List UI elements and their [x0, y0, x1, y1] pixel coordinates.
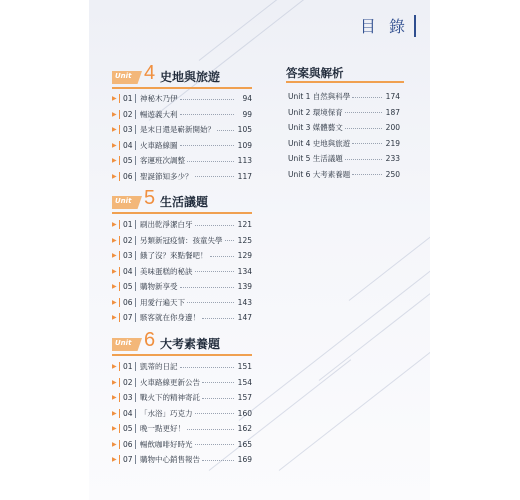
leader-dots: [352, 142, 382, 144]
entry-number: 04: [123, 140, 133, 150]
toc-entry[interactable]: [112, 375, 252, 391]
toc-entry[interactable]: [112, 421, 252, 437]
entry-title: 美味蛋糕的秘訣: [140, 266, 193, 276]
leader-dots: [345, 127, 382, 129]
toc-entry[interactable]: [112, 264, 252, 280]
entry-page: 154: [237, 377, 252, 387]
title-bar: [414, 15, 416, 37]
arrow-icon: ▶: [112, 141, 117, 149]
toc-entry[interactable]: [112, 91, 252, 107]
entry-title: 另類新冠疫情：孩童失學: [140, 235, 223, 245]
entry-title: 刷出乾淨潔白牙: [140, 220, 193, 230]
leader-dots: [217, 129, 234, 131]
arrow-icon: ▶: [112, 440, 117, 448]
unit-label: Unit: [115, 197, 132, 205]
entry-bar: [119, 313, 120, 322]
entry-separator: [135, 94, 136, 103]
arrow-icon: ▶: [112, 267, 117, 275]
arrow-icon: ▶: [112, 394, 117, 402]
toc-entry[interactable]: [112, 153, 252, 169]
toc-entry[interactable]: [112, 437, 252, 453]
unit-number: 5: [144, 187, 156, 209]
unit-label: Unit: [115, 339, 132, 347]
entry-page: 129: [237, 251, 252, 261]
entry-separator: [135, 125, 136, 134]
entry-separator: [135, 251, 136, 260]
unit-title: 大考素養題: [160, 337, 221, 351]
entry-number: 04: [123, 408, 133, 418]
entry-bar: [119, 156, 120, 165]
leader-dots: [352, 173, 382, 175]
entry-title: 是末日還是嶄新開始？: [140, 125, 215, 135]
toc-title: 目 錄: [359, 17, 409, 36]
toc-entry[interactable]: [112, 122, 252, 138]
toc-entry[interactable]: [112, 359, 252, 375]
unit-6-list: [112, 359, 252, 468]
toc-page: [89, 0, 430, 500]
entry-page: 109: [237, 140, 252, 150]
toc-entry[interactable]: [112, 310, 252, 326]
arrow-icon: ▶: [112, 126, 117, 134]
decor-stripe: [199, 0, 341, 61]
entry-title: 火車路線圖: [140, 140, 178, 150]
entry-title: 客運班次調整: [140, 156, 185, 166]
arrow-icon: ▶: [112, 283, 117, 291]
toc-entry[interactable]: [112, 390, 252, 406]
entry-number: 02: [123, 109, 133, 119]
entry-page: 143: [237, 297, 252, 307]
entry-page: 125: [237, 235, 252, 245]
entry-title: 駭客就在你身邊！: [140, 313, 200, 323]
entry-page: 94: [242, 94, 252, 104]
leader-dots: [195, 270, 235, 272]
entry-bar: [119, 455, 120, 464]
entry-separator: [135, 141, 136, 150]
answer-page: 174: [385, 92, 400, 102]
unit-label: Unit: [115, 72, 132, 80]
arrow-icon: ▶: [112, 95, 117, 103]
entry-number: 06: [123, 171, 133, 181]
entry-page: 99: [242, 109, 252, 119]
entry-number: 06: [123, 439, 133, 449]
toc-entry[interactable]: [112, 248, 252, 264]
answer-page: 187: [385, 107, 400, 117]
leader-dots: [202, 397, 234, 399]
answer-label: Unit 3 媒體藝文: [288, 123, 343, 133]
entry-page: 139: [237, 282, 252, 292]
toc-heading: [360, 14, 416, 37]
arrow-icon: ▶: [112, 110, 117, 118]
entry-title: 餓了沒？來點餐吧！: [140, 251, 208, 261]
arrow-icon: ▶: [112, 236, 117, 244]
unit-title: 生活議題: [160, 195, 209, 209]
leader-dots: [202, 381, 234, 383]
answer-entry[interactable]: [288, 89, 400, 105]
entry-separator: [135, 172, 136, 181]
entry-number: 07: [123, 313, 133, 323]
entry-number: 04: [123, 266, 133, 276]
answers-heading: [286, 62, 404, 84]
entry-page: 147: [237, 313, 252, 323]
arrow-icon: ▶: [112, 425, 117, 433]
answer-label: Unit 1 自然與科學: [288, 92, 351, 102]
entry-separator: [135, 236, 136, 245]
leader-dots: [225, 239, 235, 241]
leader-dots: [195, 175, 235, 177]
toc-entry[interactable]: [112, 233, 252, 249]
entry-number: 02: [123, 235, 133, 245]
entry-title: 暢飲咖啡好時光: [140, 439, 193, 449]
unit-underline: [112, 212, 252, 214]
toc-entry[interactable]: [112, 452, 252, 468]
arrow-icon: ▶: [112, 378, 117, 386]
leader-dots: [345, 158, 382, 160]
leader-dots: [180, 113, 235, 115]
unit-5-list: [112, 217, 252, 326]
entry-number: 01: [123, 362, 133, 372]
leader-dots: [345, 111, 382, 113]
entry-bar: [119, 424, 120, 433]
answer-label: Unit 6 大考素養題: [288, 169, 351, 179]
entry-bar: [119, 110, 120, 119]
entry-page: 105: [237, 125, 252, 135]
toc-entry[interactable]: [112, 295, 252, 311]
entry-separator: [135, 282, 136, 291]
answers-title: 答案與解析: [286, 66, 344, 80]
entry-separator: [135, 409, 136, 418]
unit-5-heading: [112, 187, 252, 213]
entry-bar: [119, 298, 120, 307]
entry-bar: [119, 220, 120, 229]
entry-title: 暢遊義大利: [140, 109, 178, 119]
entry-title: 購物中心銷售報告: [140, 455, 200, 465]
entry-bar: [119, 251, 120, 260]
toc-entry[interactable]: [112, 217, 252, 233]
unit-number: 4: [144, 62, 156, 84]
answer-entry[interactable]: [288, 136, 400, 152]
arrow-icon: ▶: [112, 456, 117, 464]
answer-entry[interactable]: [288, 105, 400, 121]
answer-page: 250: [385, 169, 400, 179]
arrow-icon: ▶: [112, 298, 117, 306]
decor-stripe: [349, 202, 430, 301]
arrow-icon: ▶: [112, 363, 117, 371]
entry-bar: [119, 141, 120, 150]
answer-entry[interactable]: [288, 167, 400, 183]
entry-page: 157: [237, 393, 252, 403]
unit-title: 史地與旅遊: [160, 70, 221, 84]
entry-bar: [119, 94, 120, 103]
entry-title: 「水浴」巧克力: [140, 408, 193, 418]
leader-dots: [187, 301, 234, 303]
unit-underline: [112, 354, 252, 356]
entry-separator: [135, 378, 136, 387]
unit-6-heading: [112, 329, 252, 355]
entry-separator: [135, 156, 136, 165]
entry-bar: [119, 378, 120, 387]
unit-4-heading: [112, 62, 252, 88]
leader-dots: [202, 459, 234, 461]
leader-dots: [180, 286, 235, 288]
answers-list: [288, 89, 400, 182]
entry-number: 03: [123, 393, 133, 403]
entry-number: 05: [123, 282, 133, 292]
entry-title: 晚一點更好！: [140, 424, 185, 434]
entry-number: 05: [123, 424, 133, 434]
answer-label: Unit 4 史地與旅遊: [288, 138, 351, 148]
answer-entry[interactable]: [288, 151, 400, 167]
leader-dots: [195, 443, 235, 445]
entry-title: 購物新享受: [140, 282, 178, 292]
answer-entry[interactable]: [288, 120, 400, 136]
leader-dots: [180, 366, 235, 368]
entry-page: 134: [237, 266, 252, 276]
decor-stripe: [239, 260, 430, 421]
toc-entry[interactable]: [112, 169, 252, 185]
entry-separator: [135, 298, 136, 307]
entry-bar: [119, 282, 120, 291]
leader-dots: [180, 144, 235, 146]
entry-separator: [135, 455, 136, 464]
toc-entry[interactable]: [112, 406, 252, 422]
entry-title: 火車路線更新公告: [140, 377, 200, 387]
answer-page: 219: [385, 138, 400, 148]
toc-entry[interactable]: [112, 279, 252, 295]
toc-entry[interactable]: [112, 107, 252, 123]
arrow-icon: ▶: [112, 157, 117, 165]
leader-dots: [180, 98, 235, 100]
unit-4-list: [112, 91, 252, 184]
entry-page: 117: [237, 171, 252, 181]
leader-dots: [195, 224, 235, 226]
entry-number: 07: [123, 455, 133, 465]
entry-separator: [135, 424, 136, 433]
entry-number: 02: [123, 377, 133, 387]
toc-entry[interactable]: [112, 138, 252, 154]
entry-title: 聖誕節知多少？: [140, 171, 193, 181]
arrow-icon: ▶: [112, 252, 117, 260]
entry-number: 01: [123, 94, 133, 104]
answers-underline: [286, 81, 404, 83]
entry-page: 165: [237, 439, 252, 449]
entry-title: 戰火下的精神寄託: [140, 393, 200, 403]
entry-bar: [119, 362, 120, 371]
entry-title: 神秘木乃伊: [140, 94, 178, 104]
arrow-icon: ▶: [112, 409, 117, 417]
answer-page: 233: [385, 154, 400, 164]
entry-title: 用愛行遍天下: [140, 297, 185, 307]
entry-bar: [119, 125, 120, 134]
arrow-icon: ▶: [112, 221, 117, 229]
entry-page: 160: [237, 408, 252, 418]
leader-dots: [187, 428, 234, 430]
entry-page: 113: [237, 156, 252, 166]
arrow-icon: ▶: [112, 314, 117, 322]
entry-number: 05: [123, 156, 133, 166]
answer-label: Unit 5 生活議題: [288, 154, 343, 164]
entry-page: 121: [237, 220, 252, 230]
answer-page: 200: [385, 123, 400, 133]
entry-bar: [119, 409, 120, 418]
entry-bar: [119, 236, 120, 245]
entry-separator: [135, 110, 136, 119]
entry-separator: [135, 220, 136, 229]
entry-page: 169: [237, 455, 252, 465]
entry-bar: [119, 393, 120, 402]
entry-number: 03: [123, 251, 133, 261]
entry-separator: [135, 393, 136, 402]
entry-page: 162: [237, 424, 252, 434]
entry-separator: [135, 440, 136, 449]
answer-label: Unit 2 環境保育: [288, 107, 343, 117]
entry-separator: [135, 313, 136, 322]
entry-bar: [119, 267, 120, 276]
arrow-icon: ▶: [112, 172, 117, 180]
unit-underline: [112, 87, 252, 89]
leader-dots: [352, 96, 382, 98]
entry-separator: [135, 362, 136, 371]
entry-bar: [119, 440, 120, 449]
entry-page: 151: [237, 362, 252, 372]
decor-stripe: [319, 257, 430, 381]
unit-number: 6: [144, 329, 156, 351]
entry-title: 凱蒂的日記: [140, 362, 178, 372]
leader-dots: [202, 317, 234, 319]
leader-dots: [210, 255, 235, 257]
leader-dots: [187, 160, 234, 162]
entry-separator: [135, 267, 136, 276]
entry-bar: [119, 172, 120, 181]
entry-number: 03: [123, 125, 133, 135]
entry-number: 06: [123, 297, 133, 307]
entry-number: 01: [123, 220, 133, 230]
leader-dots: [195, 412, 235, 414]
